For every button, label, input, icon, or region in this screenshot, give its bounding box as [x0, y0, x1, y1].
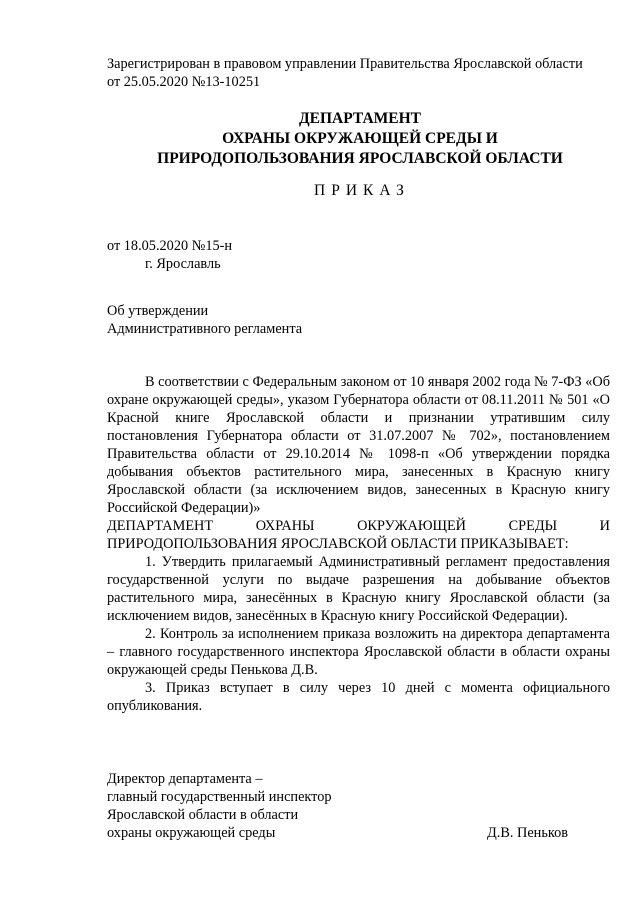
registration-note [107, 55, 617, 91]
department-header [0, 109, 640, 169]
department-line-3: ПРИРОДОПОЛЬЗОВАНИЯ ЯРОСЛАВСКОЙ ОБЛАСТИ [157, 150, 563, 167]
department-line-1: ДЕПАРТАМЕНТ [298, 110, 422, 127]
order-item-2: 2. Контроль за исполнением приказа возложить на директора департамента – главного государственного инспектора Ярославской области в области охраны окружающей среды Пенькова Д.В. [107, 626, 610, 678]
document-type-title: ПРИКАЗ [314, 182, 410, 199]
order-date-number: от 18.05.2020 №15-н [107, 238, 233, 254]
signatory-name: Д.В. Пеньков [487, 825, 568, 841]
signature-line-2: главный государственный инспектор [107, 789, 332, 805]
subject-line-2: Административного регламента [107, 321, 303, 337]
department-line-2: ОХРАНЫ ОКРУЖАЮЩЕЙ СРЕДЫ И [222, 130, 498, 147]
registration-line-2: от 25.05.2020 №13-10251 [107, 74, 261, 90]
orders-heading-line-2: ПРИРОДОПОЛЬЗОВАНИЯ ЯРОСЛАВСКОЙ ОБЛАСТИ ПРИКАЗЫВАЕТ: [107, 536, 569, 552]
preamble-paragraph: В соответствии с Федеральным законом от 10 января 2002 года № 7-ФЗ «Об охране окружающей среды», указом Губернатора области от 08.11.2011 № 501 «О Красной книге Ярославской области и признании утратившим силу постановления Губернатора области от 31.07.2007 № 702», постановлением Правительства области от 29.10.2014 № 1098-п «Об утверждении порядка добывания объектов растительного мира, занесенных в Красную книгу Ярославской области (за исключением видов, занесенных в Красную книгу Российской Федерации)» [107, 374, 610, 516]
signature-line-4: охраны окружающей среды [107, 825, 276, 841]
subject-line-1: Об утверждении [107, 303, 209, 319]
order-body [107, 373, 610, 715]
signature-line-3: Ярославской области в области [107, 807, 299, 823]
order-subject [107, 302, 302, 338]
order-item-1: 1. Утвердить прилагаемый Административный регламент предоставления государственной услуги по выдаче разрешения на добывание объектов растительного мира, занесённых в Красную книгу Ярославской области (за исключением видов, занесённых в Красную книгу Российской Федерации). [107, 554, 610, 624]
order-item-3: 3. Приказ вступает в силу через 10 дней с момента официального опубликования. [107, 680, 610, 714]
order-city: г. Ярославль [145, 256, 221, 272]
orders-heading-line-1: ДЕПАРТАМЕНТ ОХРАНЫ ОКРУЖАЮЩЕЙ СРЕДЫ И [107, 518, 610, 534]
registration-line-1: Зарегистрирован в правовом управлении Правительства Ярославской области [107, 56, 583, 72]
signature-line-1: Директор департамента – [107, 771, 263, 787]
